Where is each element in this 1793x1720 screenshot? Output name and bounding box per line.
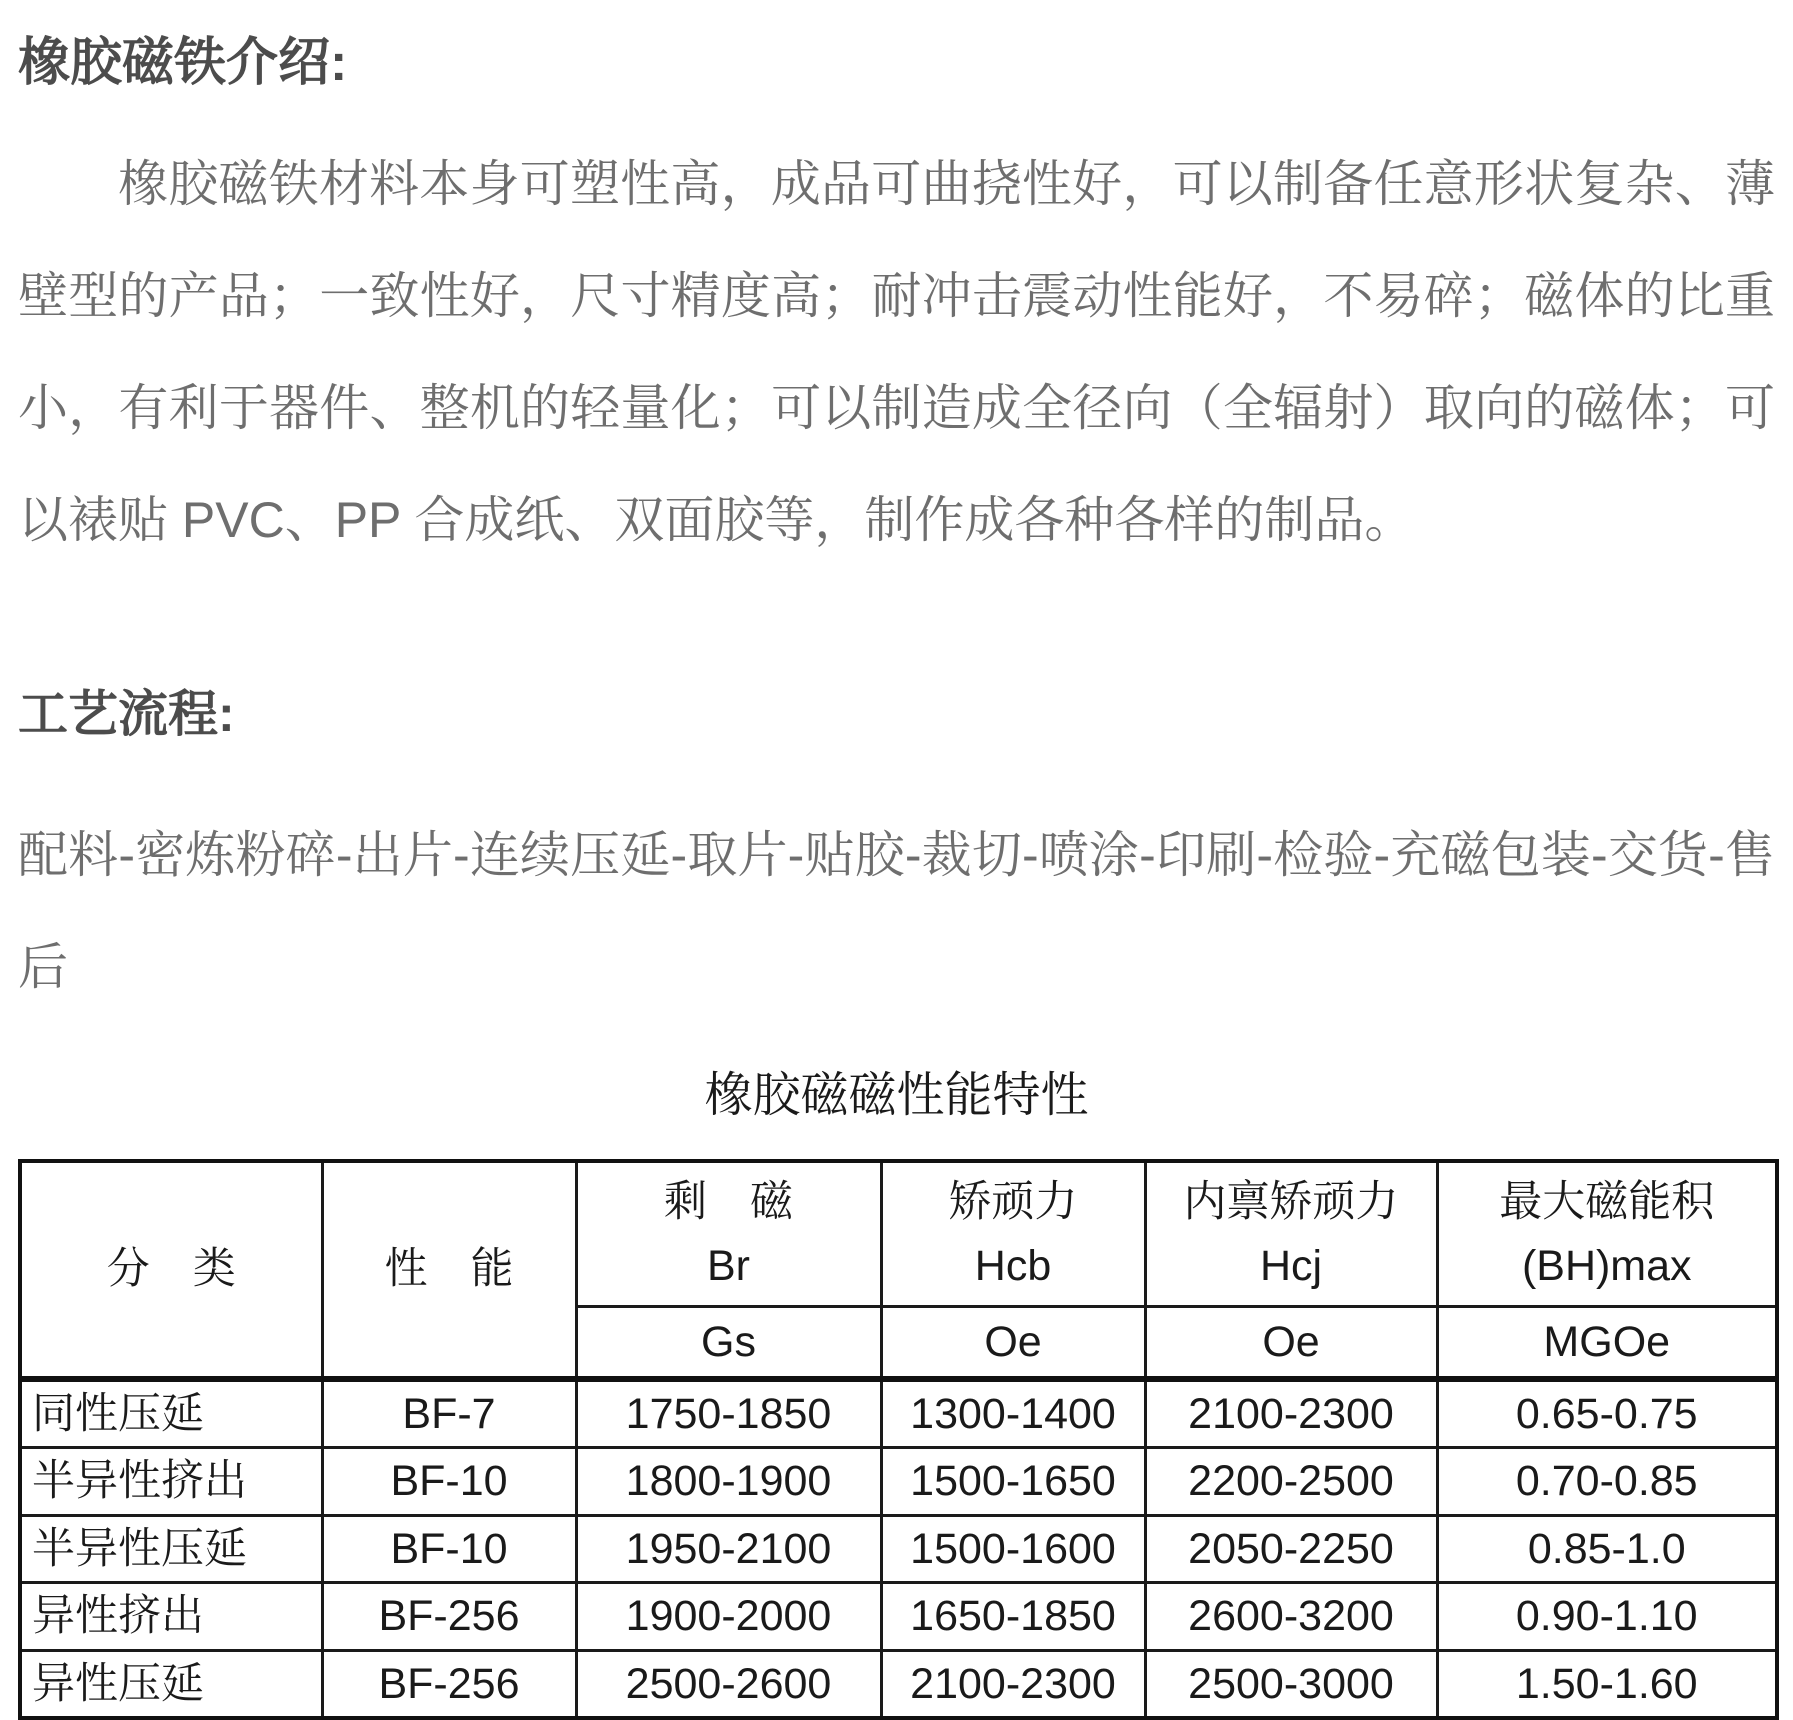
cell-hcj: 2050-2250 <box>1145 1515 1437 1583</box>
cell-category: 异性压延 <box>20 1650 322 1718</box>
cell-category: 异性挤出 <box>20 1583 322 1651</box>
cell-grade: BF-256 <box>322 1650 576 1718</box>
cell-hcb: 2100-2300 <box>881 1650 1145 1718</box>
header-hcj <box>1145 1161 1437 1307</box>
intro-paragraph: 橡胶磁铁材料本身可塑性高，成品可曲挠性好，可以制备任意形状复杂、薄壁型的产品；一致性好，尺寸精度高；耐冲击震动性能好，不易碎；磁体的比重小，有利于器件、整机的轻量化；可以制造成全径向（全辐射）取向的磁体；可以裱贴 PVC、PP 合成纸、双面胶等，制作成各种各样的制品。 <box>18 155 1775 548</box>
header-hcb <box>881 1161 1145 1307</box>
unit-bhmax: MGOe <box>1437 1307 1777 1379</box>
header-bhmax <box>1437 1161 1777 1307</box>
table-row <box>20 1379 1777 1448</box>
cell-hcj: 2100-2300 <box>1145 1379 1437 1448</box>
header-performance: 性 能 <box>322 1161 576 1379</box>
cell-category: 同性压延 <box>20 1379 322 1448</box>
cell-bhmax: 0.85-1.0 <box>1437 1515 1777 1583</box>
header-category: 分 类 <box>20 1161 322 1379</box>
table-row <box>20 1448 1777 1516</box>
cell-grade: BF-7 <box>322 1379 576 1448</box>
cell-br: 1800-1900 <box>576 1448 881 1516</box>
cell-category: 半异性压延 <box>20 1515 322 1583</box>
cell-hcb: 1500-1650 <box>881 1448 1145 1516</box>
table-title: 橡胶磁磁性能特性 <box>704 1069 1089 1123</box>
cell-bhmax: 0.90-1.10 <box>1437 1583 1777 1651</box>
intro-heading: 橡胶磁铁介绍: <box>18 34 348 92</box>
table-row <box>20 1650 1777 1718</box>
header-bhmax-symbol: (BH)max <box>1521 1242 1692 1291</box>
process-paragraph: 配料-密炼粉碎-出片-连续压延-取片-贴胶-裁切-喷涂-印刷-检验-充磁包装-交货-售后 <box>18 827 1775 996</box>
header-br <box>576 1161 881 1307</box>
cell-bhmax: 0.70-0.85 <box>1437 1448 1777 1516</box>
process-heading: 工艺流程: <box>18 685 235 742</box>
cell-br: 1750-1850 <box>576 1379 881 1448</box>
cell-bhmax: 1.50-1.60 <box>1437 1650 1777 1718</box>
header-hcb-symbol: Hcb <box>974 1242 1052 1291</box>
cell-hcb: 1500-1600 <box>881 1515 1145 1583</box>
header-br-symbol: Br <box>707 1242 750 1291</box>
unit-br: Gs <box>576 1307 881 1379</box>
unit-hcb: Oe <box>881 1307 1145 1379</box>
cell-hcb: 1300-1400 <box>881 1379 1145 1448</box>
header-br-name: 剩 磁 <box>664 1177 793 1226</box>
cell-hcb: 1650-1850 <box>881 1583 1145 1651</box>
cell-hcj: 2600-3200 <box>1145 1583 1437 1651</box>
document-page <box>18 34 1775 1720</box>
cell-grade: BF-256 <box>322 1583 576 1651</box>
header-bhmax-name: 最大磁能积 <box>1499 1177 1715 1226</box>
table-row <box>20 1515 1777 1583</box>
cell-bhmax: 0.65-0.75 <box>1437 1379 1777 1448</box>
cell-grade: BF-10 <box>322 1448 576 1516</box>
table-header-row <box>20 1161 1777 1307</box>
cell-br: 1950-2100 <box>576 1515 881 1583</box>
unit-hcj: Oe <box>1145 1307 1437 1379</box>
performance-table <box>18 1159 1779 1720</box>
header-hcj-name: 内禀矫顽力 <box>1183 1177 1399 1226</box>
table-row <box>20 1583 1777 1651</box>
cell-hcj: 2200-2500 <box>1145 1448 1437 1516</box>
cell-category: 半异性挤出 <box>20 1448 322 1516</box>
header-hcj-symbol: Hcj <box>1259 1242 1323 1291</box>
cell-hcj: 2500-3000 <box>1145 1650 1437 1718</box>
cell-br: 1900-2000 <box>576 1583 881 1651</box>
header-hcb-name: 矫顽力 <box>948 1177 1078 1226</box>
cell-br: 2500-2600 <box>576 1650 881 1718</box>
cell-grade: BF-10 <box>322 1515 576 1583</box>
